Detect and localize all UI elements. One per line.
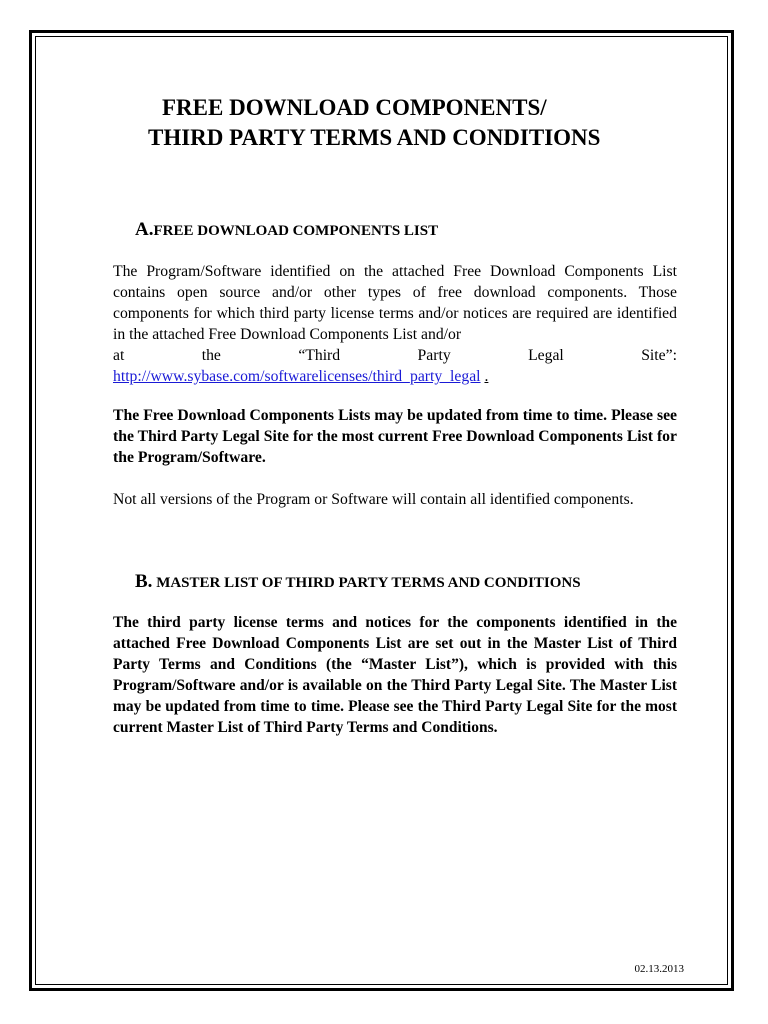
section-a-paragraph-1 <box>113 261 677 387</box>
section-a-title: FREE DOWNLOAD COMPONENTS LIST <box>153 223 439 239</box>
section-a-paragraph-2: The Free Download Components Lists may be updated from time to time. Please see the Third Party Legal Site for the most current Free Download Components List for the Program/Software. <box>113 407 677 466</box>
spread-word: Legal <box>528 347 564 364</box>
section-b-paragraph: The third party license terms and notices for the components identified in the attached Free Download Components List are set out in the Master List of Third Party Terms and Conditions (the “Master List”), which is provided with this Program/Software and/or is available on the Third Party Legal Site. The Master List may be updated from time to time. Please see the Third Party Legal Site for the most current Master List of Third Party Terms and Conditions. <box>113 614 677 736</box>
page-border <box>29 30 734 991</box>
spread-word: Site”: <box>641 347 677 364</box>
link-suffix: . <box>484 368 489 385</box>
link-line <box>113 366 677 387</box>
section-a-paragraph-3: Not all versions of the Program or Software will contain all identified components. <box>113 491 634 508</box>
section-a-letter: A. <box>135 219 154 240</box>
document-title-line2: THIRD PARTY TERMS AND CONDITIONS <box>148 125 601 150</box>
footer-date: 02.13.2013 <box>634 963 684 975</box>
section-b-letter: B. <box>135 571 153 592</box>
page-border-inner <box>35 36 728 985</box>
third-party-legal-site-link[interactable]: http://www.sybase.com/softwarelicenses/third_party_legal <box>113 368 481 385</box>
document-title-line1: FREE DOWNLOAD COMPONENTS/ <box>162 95 547 120</box>
spread-word: at <box>113 347 125 364</box>
section-b-title: MASTER LIST OF THIRD PARTY TERMS AND CONDITIONS <box>156 575 581 591</box>
section-a-paragraph-1-text: The Program/Software identified on the attached Free Download Components List contains open source and/or other types of free download components. Those components for which third party license terms and/or notices are required are identified in the attached Free Download Components List and/or <box>113 263 677 343</box>
spread-word: the <box>201 347 221 364</box>
document-title <box>0 93 768 153</box>
section-a-heading <box>135 220 438 241</box>
spread-word: Party <box>417 347 451 364</box>
section-b-heading <box>135 572 581 593</box>
spread-word: “Third <box>298 347 341 364</box>
section-a-spread-line <box>113 345 677 366</box>
